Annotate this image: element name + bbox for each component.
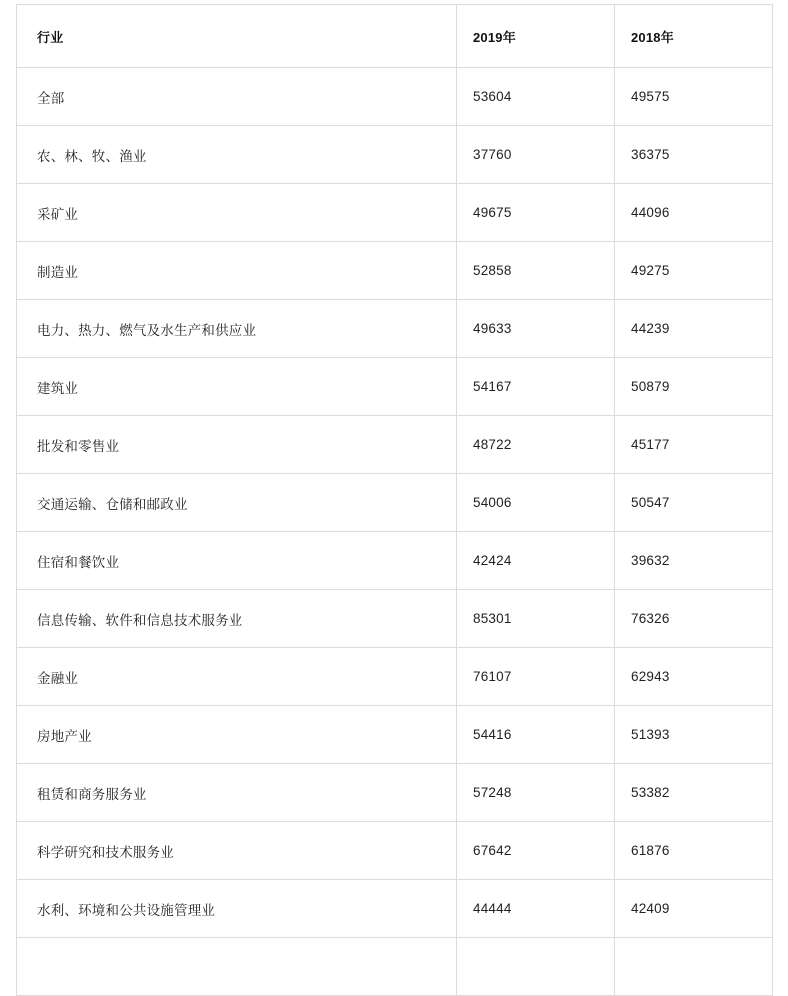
cell-industry: 制造业 bbox=[17, 242, 457, 300]
cell-2019: 48722 bbox=[457, 416, 615, 474]
cell-2018: 61876 bbox=[615, 822, 773, 880]
cell-industry: 信息传输、软件和信息技术服务业 bbox=[17, 590, 457, 648]
column-header-2018: 2018年 bbox=[615, 5, 773, 68]
cell-industry: 租赁和商务服务业 bbox=[17, 764, 457, 822]
cell-2019: 53604 bbox=[457, 68, 615, 126]
table-row bbox=[17, 474, 773, 532]
cell-2018: 50547 bbox=[615, 474, 773, 532]
cell-industry bbox=[17, 938, 457, 996]
table-row bbox=[17, 764, 773, 822]
cell-2018: 49575 bbox=[615, 68, 773, 126]
cell-2018 bbox=[615, 938, 773, 996]
cell-industry: 住宿和餐饮业 bbox=[17, 532, 457, 590]
table-row bbox=[17, 300, 773, 358]
cell-industry: 房地产业 bbox=[17, 706, 457, 764]
column-header-industry: 行业 bbox=[17, 5, 457, 68]
cell-industry: 采矿业 bbox=[17, 184, 457, 242]
table-header-row bbox=[17, 5, 773, 68]
cell-2019: 49675 bbox=[457, 184, 615, 242]
table-row bbox=[17, 532, 773, 590]
cell-2019: 57248 bbox=[457, 764, 615, 822]
cell-2019: 52858 bbox=[457, 242, 615, 300]
table-row-partial bbox=[17, 938, 773, 996]
cell-industry: 批发和零售业 bbox=[17, 416, 457, 474]
cell-2019: 54006 bbox=[457, 474, 615, 532]
cell-2018: 51393 bbox=[615, 706, 773, 764]
table-row bbox=[17, 822, 773, 880]
cell-industry: 交通运输、仓储和邮政业 bbox=[17, 474, 457, 532]
table-row bbox=[17, 590, 773, 648]
industry-wage-table bbox=[16, 4, 773, 996]
cell-2019: 49633 bbox=[457, 300, 615, 358]
cell-2019: 76107 bbox=[457, 648, 615, 706]
cell-2018: 44096 bbox=[615, 184, 773, 242]
cell-2018: 50879 bbox=[615, 358, 773, 416]
table-row bbox=[17, 880, 773, 938]
table-row bbox=[17, 184, 773, 242]
table-row bbox=[17, 68, 773, 126]
cell-2019: 54167 bbox=[457, 358, 615, 416]
cell-2018: 49275 bbox=[615, 242, 773, 300]
cell-industry: 农、林、牧、渔业 bbox=[17, 126, 457, 184]
cell-2019 bbox=[457, 938, 615, 996]
cell-2018: 39632 bbox=[615, 532, 773, 590]
table-row bbox=[17, 358, 773, 416]
cell-industry: 全部 bbox=[17, 68, 457, 126]
table-body bbox=[17, 68, 773, 996]
table-row bbox=[17, 126, 773, 184]
cell-industry: 建筑业 bbox=[17, 358, 457, 416]
table-row bbox=[17, 416, 773, 474]
cell-2019: 37760 bbox=[457, 126, 615, 184]
table-row bbox=[17, 706, 773, 764]
cell-2019: 44444 bbox=[457, 880, 615, 938]
cell-2019: 85301 bbox=[457, 590, 615, 648]
cell-industry: 水利、环境和公共设施管理业 bbox=[17, 880, 457, 938]
cell-2018: 42409 bbox=[615, 880, 773, 938]
cell-2018: 45177 bbox=[615, 416, 773, 474]
cell-2018: 36375 bbox=[615, 126, 773, 184]
cell-industry: 金融业 bbox=[17, 648, 457, 706]
cell-2018: 76326 bbox=[615, 590, 773, 648]
cell-2018: 62943 bbox=[615, 648, 773, 706]
cell-2019: 54416 bbox=[457, 706, 615, 764]
cell-2019: 67642 bbox=[457, 822, 615, 880]
cell-industry: 科学研究和技术服务业 bbox=[17, 822, 457, 880]
cell-2018: 44239 bbox=[615, 300, 773, 358]
cell-2019: 42424 bbox=[457, 532, 615, 590]
column-header-2019: 2019年 bbox=[457, 5, 615, 68]
cell-industry: 电力、热力、燃气及水生产和供应业 bbox=[17, 300, 457, 358]
table-header bbox=[17, 5, 773, 68]
table-row bbox=[17, 648, 773, 706]
table-row bbox=[17, 242, 773, 300]
cell-2018: 53382 bbox=[615, 764, 773, 822]
